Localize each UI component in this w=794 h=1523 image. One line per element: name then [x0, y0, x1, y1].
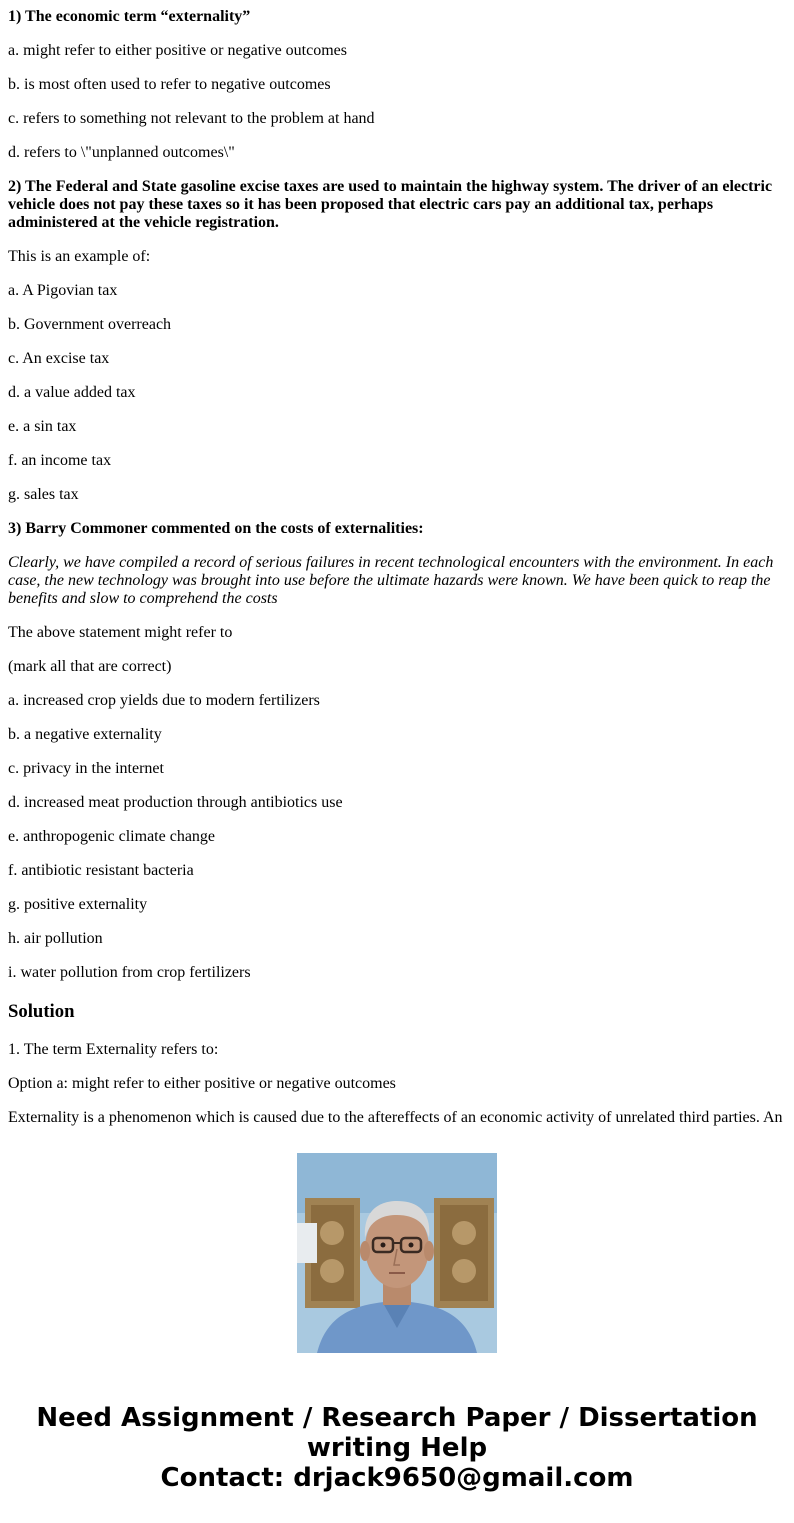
q3-option-e: e. anthropogenic climate change [8, 828, 216, 845]
question-1-title: 1) The economic term “externality” [8, 8, 251, 25]
q1-option-a: a. might refer to either positive or negative outcomes [8, 42, 347, 59]
footer-line-1: Need Assignment / Research Paper / Dissertation [36, 1403, 758, 1433]
q2-option-g: g. sales tax [8, 486, 79, 503]
q2-option-c: c. An excise tax [8, 350, 110, 367]
q3-option-d: d. increased meat production through antibiotics use [8, 794, 343, 811]
q3-option-g: g. positive externality [8, 896, 148, 913]
footer-contact-email: Contact: drjack9650@gmail.com [160, 1463, 634, 1493]
q3-note: (mark all that are correct) [8, 658, 172, 675]
q1-option-d: d. refers to \"unplanned outcomes\" [8, 144, 235, 161]
question-content [8, 0, 786, 1126]
footer-line-2: writing Help [306, 1433, 488, 1463]
q3-option-i: i. water pollution from crop fertilizers [8, 964, 251, 981]
solution-heading: Solution [8, 1001, 75, 1022]
q2-option-d: d. a value added tax [8, 384, 136, 401]
q2-option-b: b. Government overreach [8, 316, 172, 333]
solution-line-2: Option a: might refer to either positive or negative outcomes [8, 1075, 396, 1092]
author-photo [297, 1153, 497, 1353]
question-3-title: 3) Barry Commoner commented on the costs of externalities: [8, 520, 424, 537]
q2-prompt: This is an example of: [8, 248, 151, 265]
q1-option-b: b. is most often used to refer to negative outcomes [8, 76, 331, 93]
solution-line-3: Externality is a phenomenon which is caused due to the aftereffects of an economic activity of unrelated third parties. An [8, 1109, 783, 1126]
q3-option-b: b. a negative externality [8, 726, 162, 743]
q1-option-c: c. refers to something not relevant to the problem at hand [8, 110, 375, 127]
q3-prompt: The above statement might refer to [8, 624, 233, 641]
solution-line-1: 1. The term Externality refers to: [8, 1041, 219, 1058]
q2-option-f: f. an income tax [8, 452, 112, 469]
contact-footer [0, 1403, 794, 1493]
q3-option-c: c. privacy in the internet [8, 760, 164, 777]
q2-option-a: a. A Pigovian tax [8, 282, 118, 299]
q3-option-f: f. antibiotic resistant bacteria [8, 862, 194, 879]
q3-option-a: a. increased crop yields due to modern fertilizers [8, 692, 320, 709]
commoner-quote: Clearly, we have compiled a record of serious failures in recent technological encounters with the environment. In each case, the new technology was brought into use before the ultimate hazards were known. We have been quick to reap the benefits and slow to comprehend the costs [8, 554, 774, 607]
question-2-title: 2) The Federal and State gasoline excise taxes are used to maintain the highway system. The driver of an electric vehicle does not pay these taxes so it has been proposed that electric cars pay an additional tax, perhaps administered at the vehicle registration. [8, 178, 773, 231]
q3-option-h: h. air pollution [8, 930, 103, 947]
q2-option-e: e. a sin tax [8, 418, 77, 435]
